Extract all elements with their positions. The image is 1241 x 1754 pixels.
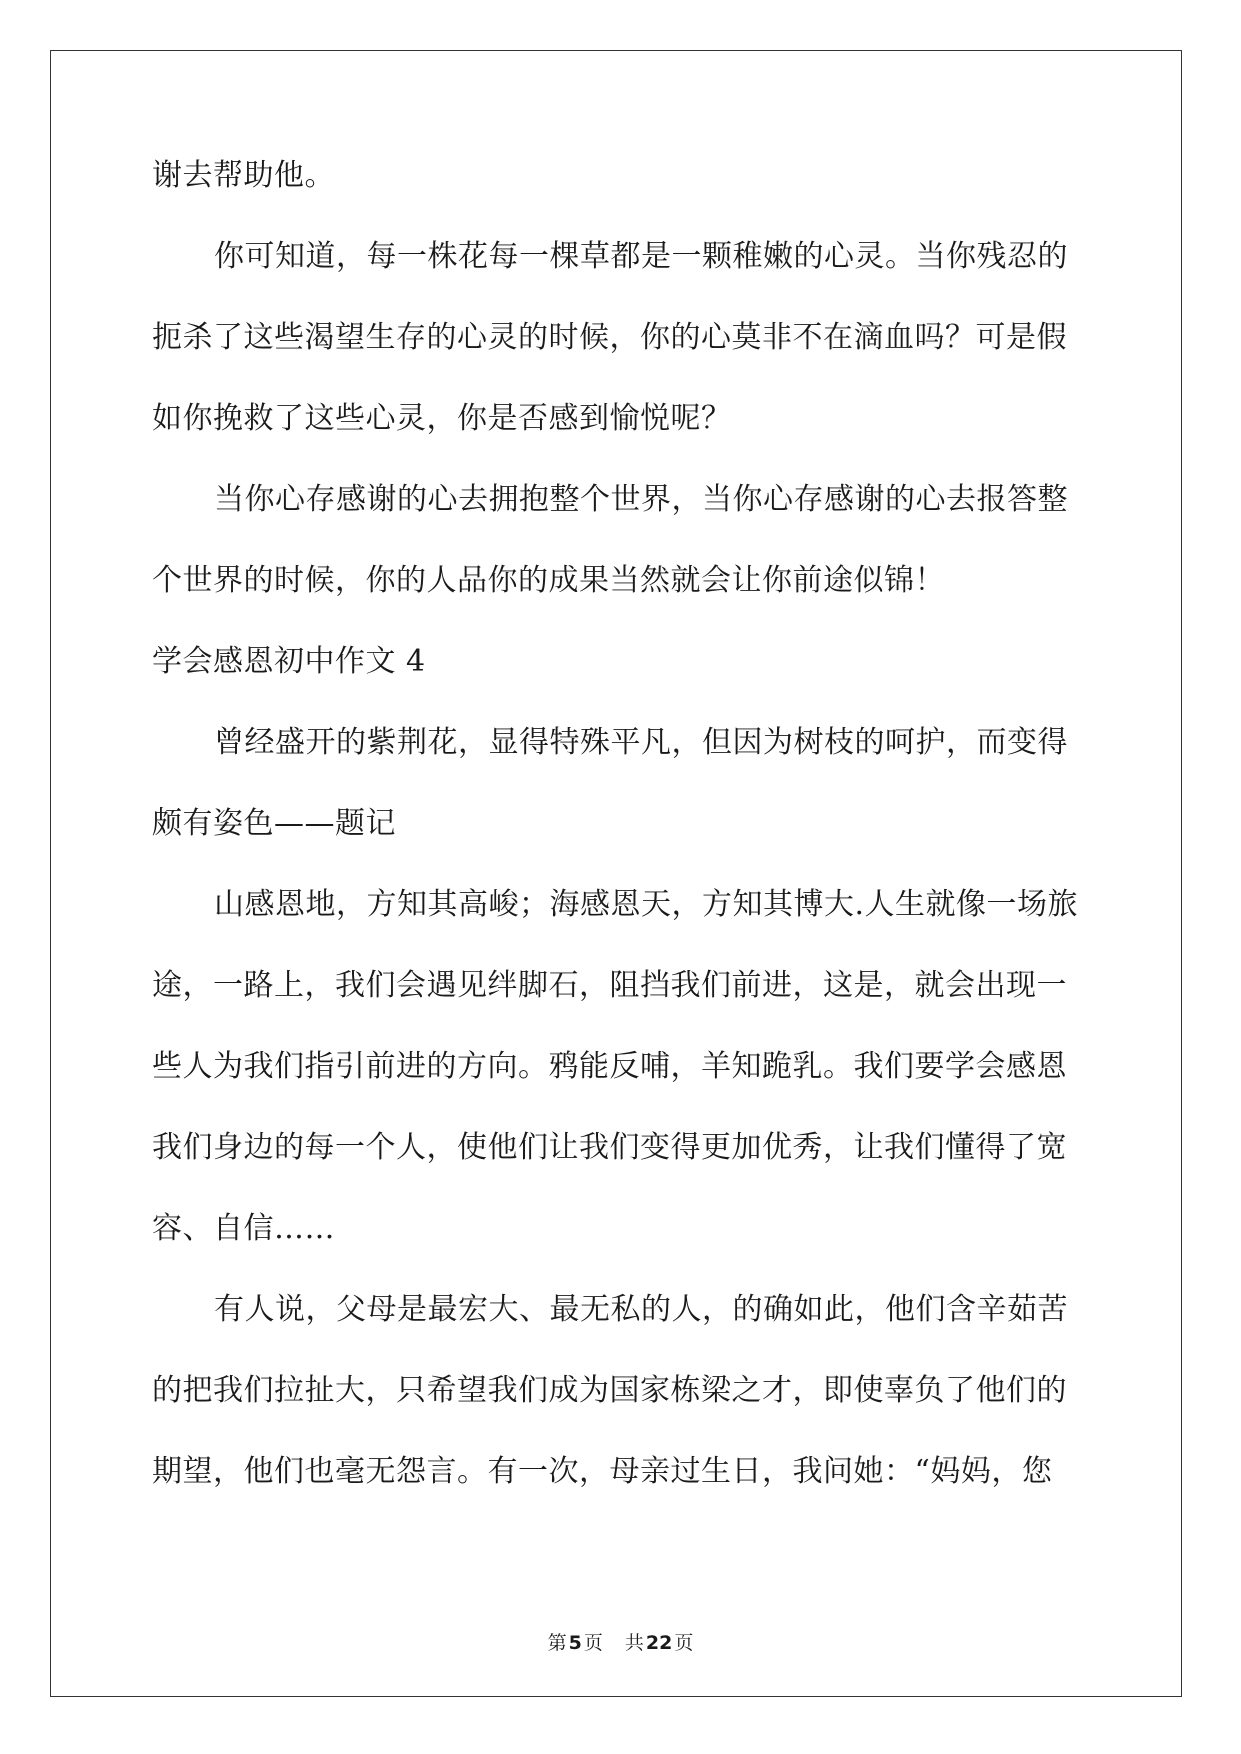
text-line: 途，一路上，我们会遇见绊脚石，阻挡我们前进，这是，就会出现一 [152,968,1067,1003]
text-line: 期望，他们也毫无怨言。有一次，母亲过生日，我问她：“妈妈，您 [152,1454,1053,1489]
text-line: 些人为我们指引前进的方向。鸦能反哺，羊知跪乳。我们要学会感恩 [152,1049,1067,1084]
footer-total-suffix: 页 [674,1632,694,1654]
document-body [152,158,1087,1535]
text-line: 个世界的时候，你的人品你的成果当然就会让你前途似锦！ [152,563,945,598]
footer-page-number: 5 [568,1632,582,1654]
text-line: 当你心存感谢的心去拥抱整个世界，当你心存感谢的心去报答整 [214,482,1068,517]
footer-total-pages: 22 [645,1632,673,1654]
page-footer [0,1628,1241,1655]
text-line: 山感恩地，方知其高峻；海感恩天，方知其博大.人生就像一场旅 [214,887,1079,922]
text-line: 曾经盛开的紫荆花，显得特殊平凡，但因为树枝的呵护，而变得 [214,725,1068,760]
text-line: 颇有姿色——题记 [152,806,396,841]
text-line: 容、自信…… [152,1211,335,1246]
text-line: 我们身边的每一个人，使他们让我们变得更加优秀，让我们懂得了宽 [152,1130,1067,1165]
text-line: 谢去帮助他。 [152,158,335,193]
text-line: 你可知道，每一株花每一棵草都是一颗稚嫩的心灵。当你残忍的 [214,239,1068,274]
text-line: 的把我们拉扯大，只希望我们成为国家栋梁之才，即使辜负了他们的 [152,1373,1067,1408]
footer-page-suffix: 页 [583,1632,603,1654]
text-line: 扼杀了这些渴望生存的心灵的时候，你的心莫非不在滴血吗？可是假 [152,320,1067,355]
text-line: 如你挽救了这些心灵，你是否感到愉悦呢？ [152,401,732,436]
footer-prefix: 第 [547,1632,567,1654]
section-heading: 学会感恩初中作文 4 [152,644,426,679]
footer-total-prefix: 共 [624,1632,644,1654]
text-line: 有人说，父母是最宏大、最无私的人，的确如此，他们含辛茹苦 [214,1292,1068,1327]
